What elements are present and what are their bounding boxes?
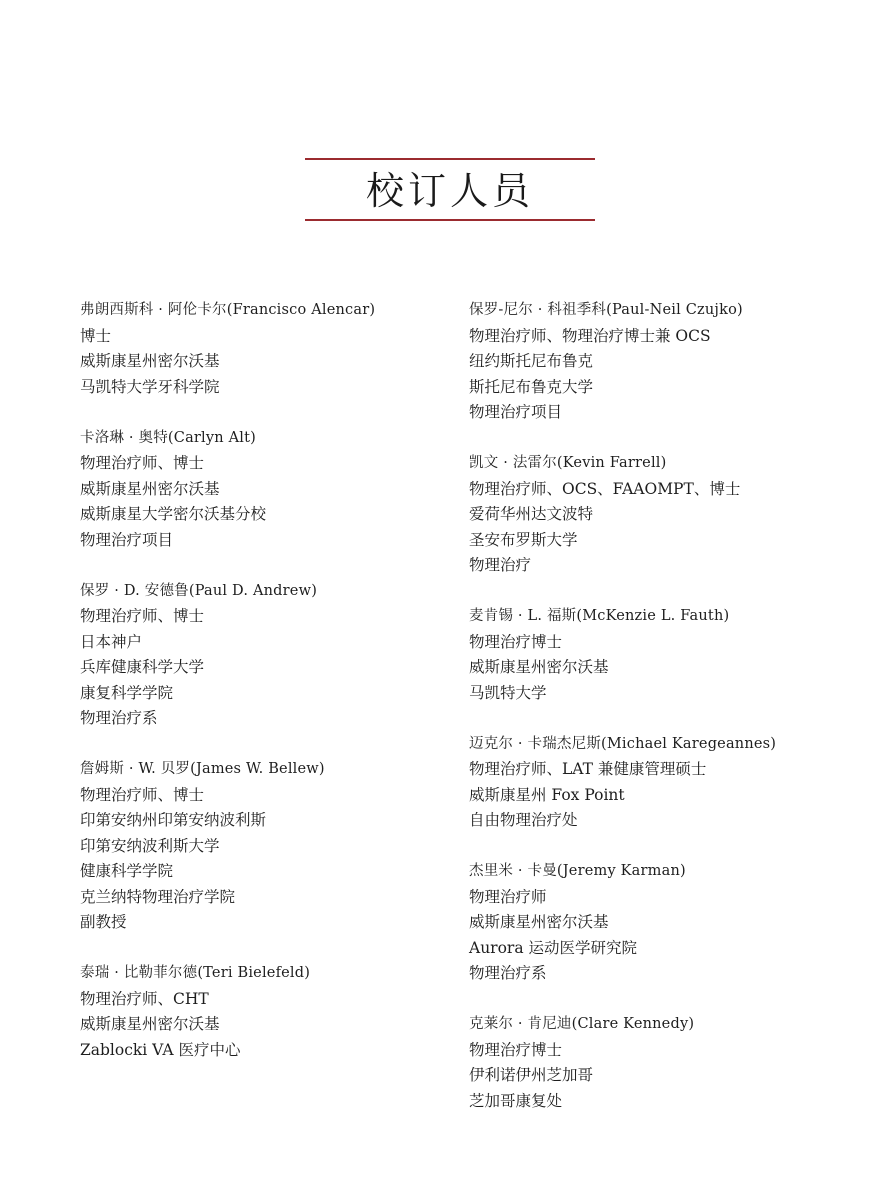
- reviewer-detail-line: 物理治疗师、物理治疗博士兼 OCS: [469, 326, 711, 345]
- reviewer-detail-line: 物理治疗师: [469, 887, 547, 906]
- reviewer-name: 麦肯锡 · L. 福斯(McKenzie L. Fauth): [469, 608, 730, 624]
- reviewer-detail-line: 物理治疗师、博士: [80, 454, 205, 472]
- reviewer-name: 保罗-尼尔 · 科祖季科(Paul-Neil Czujko): [469, 302, 743, 318]
- page-title: 校订人员: [365, 169, 534, 213]
- reviewer-detail-line: Zablocki VA 医疗中心: [80, 1040, 241, 1059]
- reviewer-detail-line: 威斯康星大学密尔沃基分校: [80, 505, 267, 523]
- reviewer-entry: [469, 732, 869, 834]
- reviewer-detail-line: 物理治疗博士: [469, 632, 563, 651]
- reviewer-detail-line: 副教授: [80, 913, 127, 931]
- reviewer-detail-line: 物理治疗师、CHT: [80, 989, 209, 1008]
- reviewer-detail-line: 物理治疗系: [80, 709, 158, 727]
- reviewer-name: 迈克尔 · 卡瑞杰尼斯(Michael Karegeannes): [469, 735, 777, 752]
- title-rule-top: [305, 158, 595, 160]
- reviewer-detail-line: 博士: [80, 326, 112, 345]
- reviewer-detail-line: 印第安纳波利斯大学: [80, 836, 220, 855]
- reviewer-detail-line: 物理治疗师、LAT 兼健康管理硕士: [469, 760, 707, 778]
- reviewer-entry: [469, 1012, 869, 1114]
- reviewer-detail-line: 威斯康星州密尔沃基: [80, 352, 220, 370]
- reviewer-detail-line: Aurora 运动医学研究院: [469, 938, 637, 957]
- reviewer-detail-line: 爱荷华州达文波特: [469, 505, 594, 523]
- title-rule-bottom: [305, 219, 595, 221]
- reviewer-detail-line: 马凯特大学: [469, 683, 547, 702]
- reviewer-entry: [80, 298, 460, 400]
- reviewer-detail-line: 物理治疗: [469, 556, 532, 574]
- reviewer-detail-line: 兵库健康科学大学: [80, 658, 205, 676]
- reviewer-detail-line: 自由物理治疗处: [469, 811, 578, 829]
- reviewer-detail-line: 伊利诺伊州芝加哥: [469, 1066, 594, 1084]
- reviewer-detail-line: 纽约斯托尼布鲁克: [469, 352, 594, 370]
- reviewer-name: 杰里米 · 卡曼(Jeremy Karman): [469, 863, 686, 879]
- reviewer-entry: [80, 961, 460, 1063]
- reviewer-name: 保罗 · D. 安德鲁(Paul D. Andrew): [80, 582, 318, 599]
- reviewer-detail-line: 印第安纳州印第安纳波利斯: [80, 811, 267, 829]
- reviewer-detail-line: 马凯特大学牙科学院: [80, 377, 220, 396]
- reviewer-name: 凯文 · 法雷尔(Kevin Farrell): [469, 455, 667, 471]
- reviewer-detail-line: 物理治疗师、博士: [80, 607, 205, 625]
- reviewer-entry: [469, 859, 869, 987]
- reviewer-entry: [80, 757, 460, 936]
- reviewer-detail-line: 健康科学学院: [80, 862, 174, 880]
- reviewer-detail-line: 芝加哥康复处: [469, 1091, 563, 1110]
- reviewer-entry: [80, 579, 460, 732]
- reviewer-detail-line: 威斯康星州密尔沃基: [469, 913, 609, 931]
- reviewer-name: 卡洛琳 · 奥特(Carlyn Alt): [80, 429, 257, 446]
- reviewer-name: 弗朗西斯科 · 阿伦卡尔(Francisco Alencar): [80, 302, 376, 318]
- reviewer-detail-line: 物理治疗项目: [469, 403, 563, 421]
- reviewer-detail-line: 物理治疗博士: [469, 1040, 563, 1059]
- reviewer-detail-line: 康复科学学院: [80, 683, 174, 702]
- reviewer-list-right: [469, 298, 869, 1140]
- reviewer-entry: [80, 426, 460, 554]
- reviewer-detail-line: 物理治疗系: [469, 964, 547, 982]
- reviewer-detail-line: 威斯康星州密尔沃基: [80, 1015, 220, 1033]
- reviewer-entry: [469, 604, 869, 706]
- reviewer-detail-line: 克兰纳特物理治疗学院: [80, 887, 236, 906]
- reviewer-detail-line: 日本神户: [80, 632, 143, 651]
- reviewer-detail-line: 威斯康星州密尔沃基: [80, 479, 220, 498]
- reviewer-name: 克莱尔 · 肯尼迪(Clare Kennedy): [469, 1016, 695, 1032]
- reviewer-name: 詹姆斯 · W. 贝罗(James W. Bellew): [80, 761, 325, 777]
- reviewer-detail-line: 斯托尼布鲁克大学: [469, 377, 594, 396]
- reviewer-list-left: [80, 298, 460, 1089]
- reviewer-detail-line: 圣安布罗斯大学: [469, 530, 578, 549]
- reviewer-detail-line: 威斯康星州 Fox Point: [469, 785, 625, 804]
- reviewer-detail-line: 物理治疗项目: [80, 530, 174, 549]
- reviewer-detail-line: 物理治疗师、OCS、FAAOMPT、博士: [469, 479, 741, 498]
- reviewer-name: 泰瑞 · 比勒菲尔德(Teri Bielefeld): [80, 965, 311, 981]
- reviewer-detail-line: 物理治疗师、博士: [80, 785, 205, 804]
- reviewer-detail-line: 威斯康星州密尔沃基: [469, 658, 609, 676]
- reviewer-entry: [469, 298, 869, 426]
- reviewer-entry: [469, 451, 869, 579]
